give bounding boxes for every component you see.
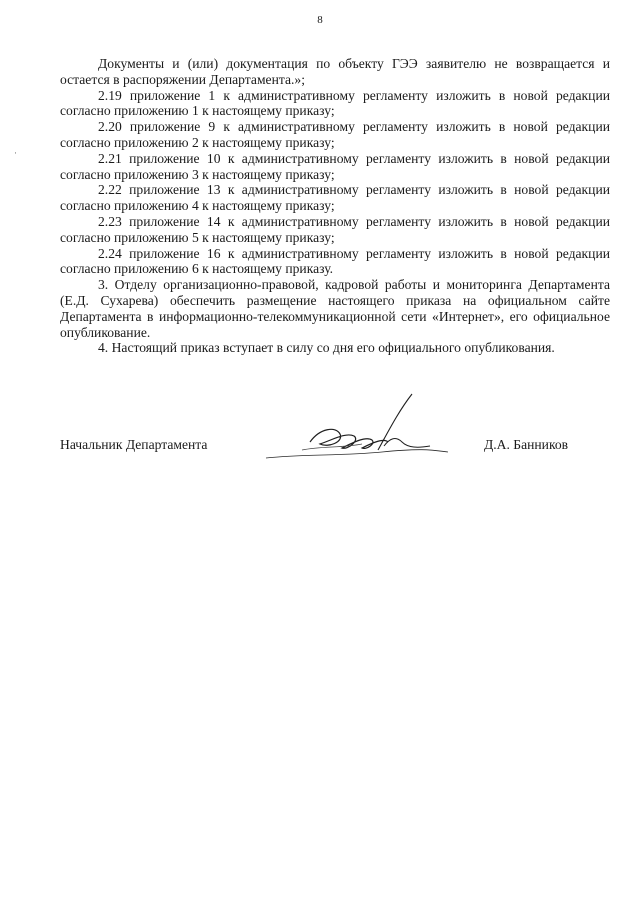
signatory-name: Д.А. Банников — [484, 437, 569, 452]
paragraph-4: 4. Настоящий приказ вступает в силу со дня его официального опубликования. — [98, 340, 555, 356]
margin-mark: · — [14, 148, 17, 158]
paragraph-2-19: 2.19 приложение 1 к административному регламенту изложить в новой редакции согласно приложению 1 к настоящему приказу; — [60, 87, 610, 119]
page-number: 8 — [317, 14, 323, 26]
handwritten-signature — [262, 392, 452, 472]
paragraph-continuation: Документы и (или) документация по объекту ГЭЭ заявителю не возвращается и остается в распоряжении Департамента.»; — [60, 56, 610, 87]
paragraph-2-20: 2.20 приложение 9 к административному регламенту изложить в новой редакции согласно приложению 2 к настоящему приказу; — [60, 119, 610, 150]
signatory-position: Начальник Департамента — [60, 437, 208, 452]
document-body — [60, 56, 610, 356]
paragraph-2-21: 2.21 приложение 10 к административному регламенту изложить в новой редакции согласно приложению 3 к настоящему приказу; — [60, 150, 610, 182]
paragraph-2-24: 2.24 приложение 16 к административному регламенту изложить в новой редакции согласно приложению 6 к настоящему приказу. — [60, 245, 610, 277]
paragraph-2-23: 2.23 приложение 14 к административному регламенту изложить в новой редакции согласно приложению 5 к настоящему приказу; — [60, 213, 610, 245]
paragraph-2-22: 2.22 приложение 13 к административному регламенту изложить в новой редакции согласно приложению 4 к настоящему приказу; — [60, 182, 610, 214]
paragraph-3: 3. Отделу организационно-правовой, кадровой работы и мониторинга Департамента (Е.Д. Сухарева) обеспечить размещение настоящего приказа на официальном сайте Департамента в информационно-телекоммуникационной сети «Интернет», его официальное опубликование. — [60, 277, 610, 340]
